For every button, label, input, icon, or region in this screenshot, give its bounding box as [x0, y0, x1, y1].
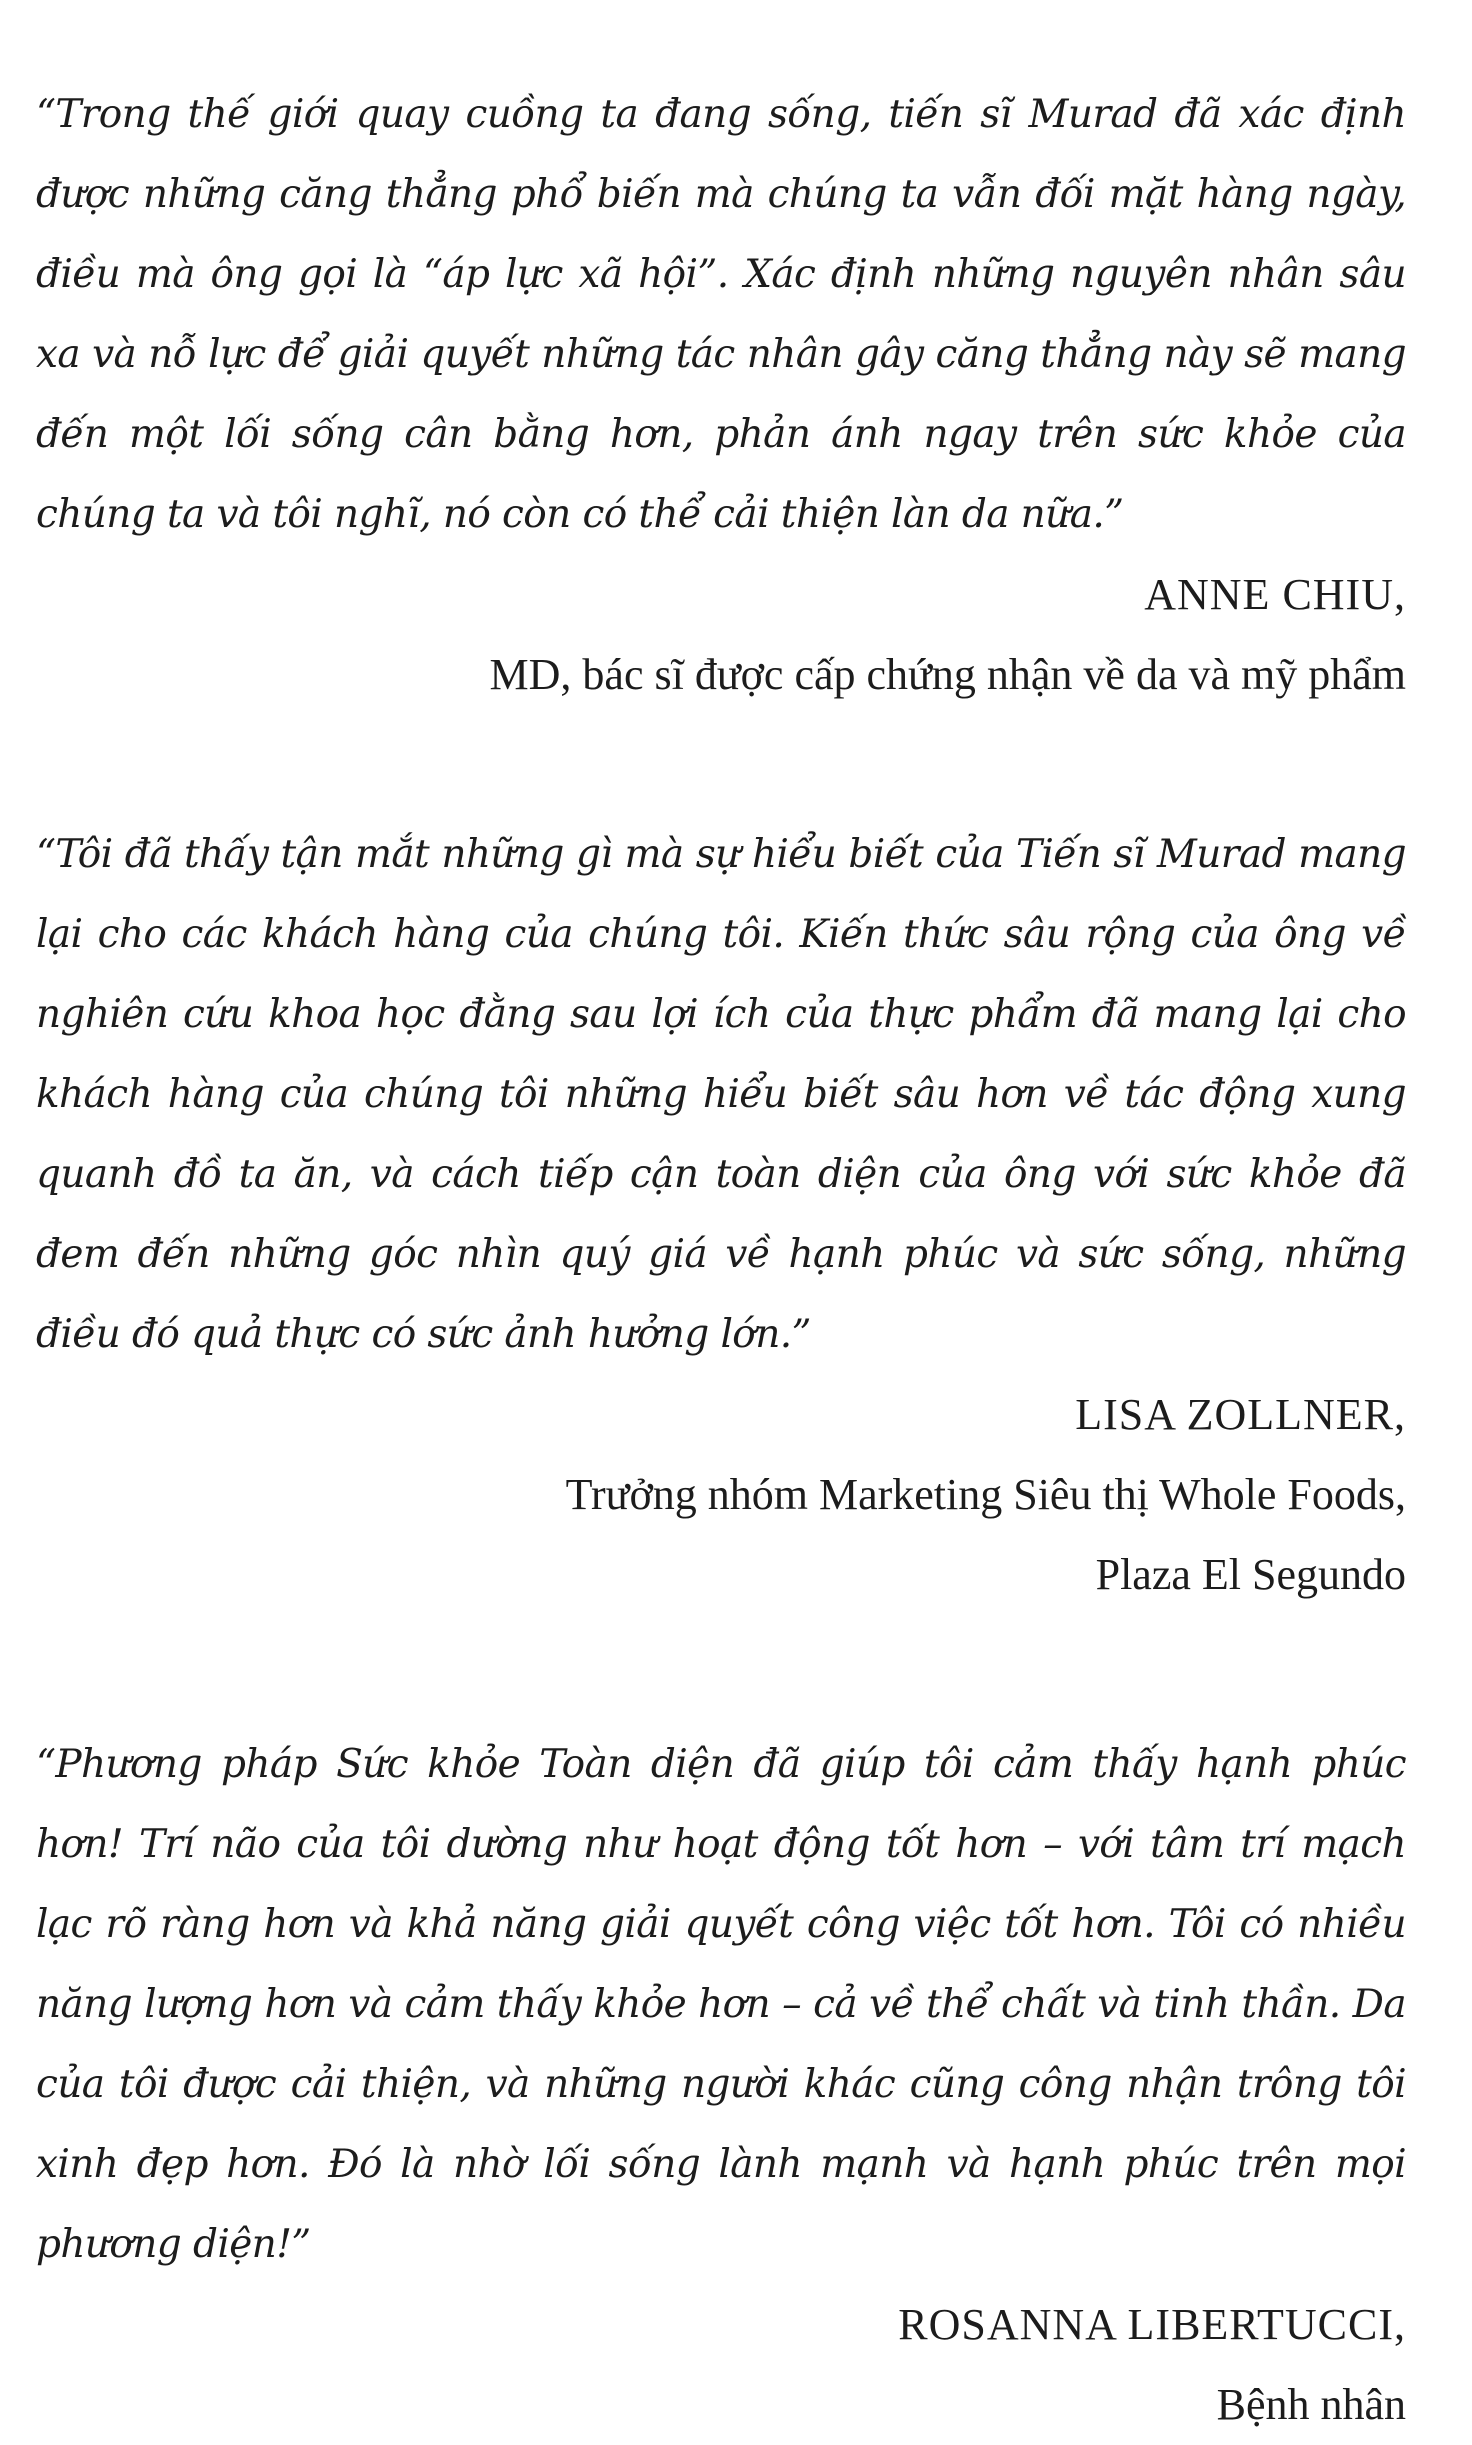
- testimonial-lisa-zollner: [36, 815, 1406, 1615]
- author-role: Bệnh nhân: [1216, 2380, 1406, 2429]
- testimonial-attribution: [36, 2285, 1406, 2445]
- testimonial-quote: “Tôi đã thấy tận mắt những gì mà sự hiểu biết của Tiến sĩ Murad mang lại cho các khách hàng của chúng tôi. Kiến thức sâu rộng của ông về nghiên cứu khoa học đằng sau lợi ích của thực phẩm đã mang lại cho khách hàng của chúng tôi những hiểu biết sâu hơn về tác động xung quanh đồ ta ăn, và cách tiếp cận toàn diện của ông với sức khỏe đã đem đến những góc nhìn quý giá về hạnh phúc và sức sống, những điều đó quả thực có sức ảnh hưởng lớn.”: [36, 832, 1406, 1357]
- testimonial-rosanna-libertucci: [36, 1725, 1406, 2445]
- author-name: ROSANNA LIBERTUCCI,: [898, 2300, 1406, 2349]
- testimonial-quote: “Phương pháp Sức khỏe Toàn diện đã giúp tôi cảm thấy hạnh phúc hơn! Trí não của tôi dường như hoạt động tốt hơn – với tâm trí mạch lạc rõ ràng hơn và khả năng giải quyết công việc tốt hơn. Tôi có nhiều năng lượng hơn và cảm thấy khỏe hơn – cả về thể chất và tinh thần. Da của tôi được cải thiện, và những người khác cũng công nhận trông tôi xinh đẹp hơn. Đó là nhờ lối sống lành mạnh và hạnh phúc trên mọi phương diện!”: [36, 1742, 1406, 2267]
- testimonial-attribution: [36, 555, 1406, 715]
- author-name: LISA ZOLLNER,: [1075, 1390, 1406, 1439]
- testimonial-quote: “Trong thế giới quay cuồng ta đang sống, tiến sĩ Murad đã xác định được những căng thẳng phổ biến mà chúng ta vẫn đối mặt hàng ngày, điều mà ông gọi là “áp lực xã hội”. Xác định những nguyên nhân sâu xa và nỗ lực để giải quyết những tác nhân gây căng thẳng này sẽ mang đến một lối sống cân bằng hơn, phản ánh ngay trên sức khỏe của chúng ta và tôi nghĩ, nó còn có thể cải thiện làn da nữa.”: [36, 92, 1406, 537]
- testimonial-attribution: [36, 1375, 1406, 1615]
- testimonial-anne-chiu: [36, 75, 1406, 715]
- author-name: ANNE CHIU,: [1144, 570, 1406, 619]
- author-role: Trưởng nhóm Marketing Siêu thị Whole Foods,: [565, 1470, 1406, 1519]
- author-role: MD, bác sĩ được cấp chứng nhận về da và mỹ phẩm: [489, 650, 1406, 699]
- author-role-line-2: Plaza El Segundo: [1095, 1550, 1406, 1599]
